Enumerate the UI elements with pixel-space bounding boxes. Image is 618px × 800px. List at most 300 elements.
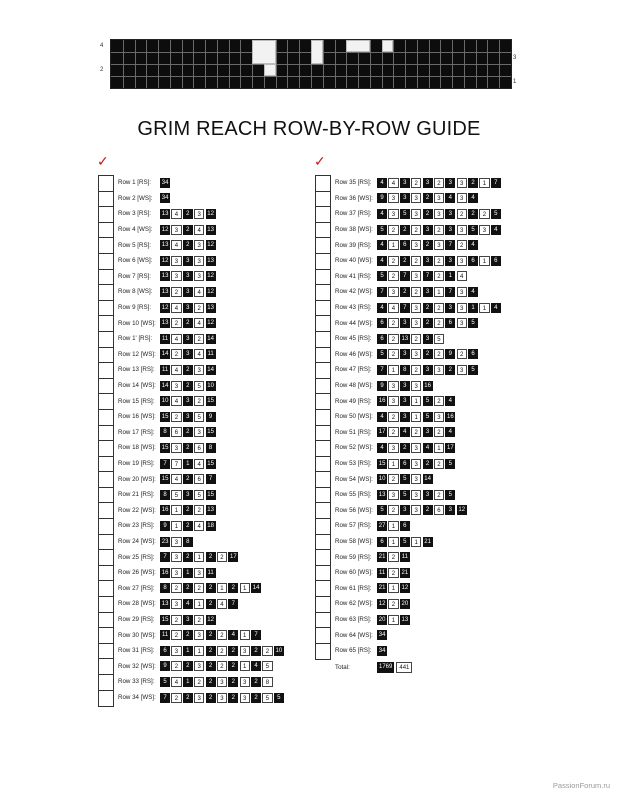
light-stitch-count: 4 — [194, 521, 204, 531]
light-stitch-count: 1 — [434, 443, 444, 453]
stitch-counts — [377, 630, 388, 640]
stitch-counts — [377, 318, 479, 328]
row-checkbox[interactable] — [316, 316, 330, 332]
dark-stitch-count: 2 — [228, 646, 238, 656]
dark-stitch-count: 2 — [423, 209, 433, 219]
stitch-counts — [377, 615, 411, 625]
row-checkbox[interactable] — [99, 301, 113, 317]
row-label: Row 65 [RS]: — [335, 647, 372, 655]
dark-stitch-count: 2 — [183, 630, 193, 640]
light-stitch-count: 1 — [240, 583, 250, 593]
pattern-row — [118, 565, 217, 581]
row-checkbox[interactable] — [99, 238, 113, 254]
dark-stitch-count: 1 — [468, 303, 478, 313]
dark-stitch-count: 3 — [183, 615, 193, 625]
dark-stitch-count: 6 — [400, 459, 410, 469]
dark-stitch-count: 5 — [423, 412, 433, 422]
row-checkbox[interactable] — [316, 519, 330, 535]
light-stitch-count: 3 — [434, 240, 444, 250]
dark-stitch-count: 3 — [423, 178, 433, 188]
dark-stitch-count: 3 — [400, 412, 410, 422]
light-stitch-count: 3 — [457, 225, 467, 235]
dark-stitch-count: 2 — [251, 677, 261, 687]
row-checkbox[interactable] — [316, 426, 330, 442]
row-checkbox[interactable] — [316, 581, 330, 597]
row-checkbox[interactable] — [99, 176, 113, 192]
row-checkbox[interactable] — [316, 207, 330, 223]
dark-stitch-count: 5 — [400, 209, 410, 219]
row-checkbox[interactable] — [316, 348, 330, 364]
row-label: Row 47 [RS]: — [335, 366, 372, 374]
pattern-row — [335, 549, 411, 565]
dark-stitch-count: 2 — [423, 349, 433, 359]
stitch-counts — [160, 209, 217, 219]
pattern-row — [118, 503, 217, 519]
dark-stitch-count: 2 — [206, 552, 216, 562]
light-stitch-count: 3 — [411, 443, 421, 453]
light-stitch-count: 1 — [479, 256, 489, 266]
light-stitch-count: 3 — [457, 178, 467, 188]
dark-stitch-count: 7 — [400, 271, 410, 281]
stitch-counts — [377, 459, 457, 469]
row-label: Row 54 [WS]: — [335, 475, 373, 483]
row-checkbox[interactable] — [316, 441, 330, 457]
pattern-row — [118, 425, 217, 441]
dark-stitch-count: 7 — [445, 287, 455, 297]
light-stitch-count: 4 — [194, 287, 204, 297]
light-stitch-count: 3 — [411, 193, 421, 203]
row-checkbox[interactable] — [99, 316, 113, 332]
dark-stitch-count: 4 — [445, 193, 455, 203]
light-stitch-count: 4 — [194, 459, 204, 469]
light-stitch-count: 4 — [457, 271, 467, 281]
row-label: Row 26 [WS]: — [118, 569, 156, 577]
dark-stitch-count: 2 — [183, 443, 193, 453]
pattern-row — [118, 237, 217, 253]
row-label: Row 13 [RS]: — [118, 366, 155, 374]
row-checkbox[interactable] — [99, 254, 113, 270]
row-checkbox[interactable] — [316, 597, 330, 613]
light-stitch-count: 2 — [194, 505, 204, 515]
stitch-counts — [377, 240, 479, 250]
row-label: Row 60 [WS]: — [335, 569, 373, 577]
light-stitch-count: 3 — [411, 349, 421, 359]
row-label: Row 40 [WS]: — [335, 257, 373, 265]
row-checkbox[interactable] — [99, 519, 113, 535]
dark-stitch-count: 34 — [160, 178, 170, 188]
row-label: Row 6 [WS]: — [118, 257, 153, 265]
row-label: Row 50 [WS]: — [335, 413, 373, 421]
light-stitch-count: 3 — [388, 443, 398, 453]
row-label: Row 41 [RS]: — [335, 272, 372, 280]
row-checkbox[interactable] — [316, 457, 330, 473]
total-dark-count: 1769 — [377, 662, 394, 673]
row-checkbox[interactable] — [99, 535, 113, 551]
row-checkbox[interactable] — [316, 223, 330, 239]
dark-stitch-count: 3 — [183, 271, 193, 281]
row-label: Row 16 [WS]: — [118, 413, 156, 421]
light-stitch-count: 3 — [388, 209, 398, 219]
light-stitch-count: 2 — [434, 318, 444, 328]
pattern-row — [335, 315, 479, 331]
pattern-row — [335, 425, 457, 441]
dark-stitch-count: 2 — [183, 427, 193, 437]
dark-stitch-count: 4 — [445, 396, 455, 406]
light-stitch-count: 4 — [171, 240, 181, 250]
row-checkbox[interactable] — [99, 348, 113, 364]
row-checkbox[interactable] — [316, 379, 330, 395]
light-stitch-count: 2 — [457, 349, 467, 359]
dark-stitch-count: 3 — [445, 225, 455, 235]
row-label: Row 27 [RS]: — [118, 584, 155, 592]
row-checkbox[interactable] — [99, 581, 113, 597]
row-checkbox[interactable] — [99, 691, 113, 707]
row-checkbox[interactable] — [316, 566, 330, 582]
stitch-counts — [377, 396, 457, 406]
dark-stitch-count: 15 — [206, 490, 216, 500]
light-stitch-count: 3 — [388, 490, 398, 500]
light-stitch-count: 8 — [262, 677, 272, 687]
pattern-row — [118, 206, 217, 222]
light-stitch-count: 5 — [171, 490, 181, 500]
dark-stitch-count: 7 — [377, 365, 387, 375]
dark-stitch-count: 5 — [468, 318, 478, 328]
dark-stitch-count: 2 — [468, 178, 478, 188]
row-checkbox[interactable] — [99, 550, 113, 566]
row-checkbox[interactable] — [99, 363, 113, 379]
light-stitch-count: 1 — [411, 537, 421, 547]
pattern-row — [118, 581, 262, 597]
row-label: Row 19 [RS]: — [118, 460, 155, 468]
row-label: Row 30 [WS]: — [118, 631, 156, 639]
light-stitch-count: 2 — [388, 412, 398, 422]
row-checkbox[interactable] — [316, 301, 330, 317]
dark-stitch-count: 16 — [160, 568, 170, 578]
dark-stitch-count: 12 — [160, 256, 170, 266]
light-stitch-count: 3 — [240, 677, 250, 687]
light-stitch-count: 4 — [171, 474, 181, 484]
light-stitch-count: 3 — [434, 193, 444, 203]
row-label: Row 20 [WS]: — [118, 475, 156, 483]
row-checkbox[interactable] — [99, 410, 113, 426]
pattern-row — [335, 518, 411, 534]
light-stitch-count: 2 — [411, 178, 421, 188]
dark-stitch-count: 27 — [377, 521, 387, 531]
row-checkbox[interactable] — [316, 535, 330, 551]
dark-stitch-count: 3 — [445, 178, 455, 188]
dark-stitch-count: 14 — [251, 583, 261, 593]
row-checkbox[interactable] — [99, 566, 113, 582]
pattern-row — [118, 347, 217, 363]
dark-stitch-count: 5 — [377, 225, 387, 235]
light-stitch-count: 2 — [434, 490, 444, 500]
dark-stitch-count: 3 — [423, 334, 433, 344]
dark-stitch-count: 6 — [377, 334, 387, 344]
light-stitch-count: 3 — [411, 505, 421, 515]
pattern-row — [118, 253, 217, 269]
dark-stitch-count: 21 — [377, 552, 387, 562]
dark-stitch-count: 6 — [445, 318, 455, 328]
row-label: Row 38 [WS]: — [335, 226, 373, 234]
stitch-counts — [377, 521, 411, 531]
row-checkbox[interactable] — [316, 628, 330, 644]
light-stitch-count: 2 — [262, 646, 272, 656]
chart-stitch-light — [252, 40, 276, 64]
light-stitch-count: 2 — [388, 256, 398, 266]
dark-stitch-count: 10 — [160, 396, 170, 406]
light-stitch-count: 6 — [434, 505, 444, 515]
dark-stitch-count: 16 — [160, 505, 170, 515]
row-checkbox[interactable] — [316, 394, 330, 410]
pattern-row — [335, 612, 411, 628]
row-checkbox[interactable] — [99, 285, 113, 301]
dark-stitch-count: 12 — [206, 209, 216, 219]
row-checkbox[interactable] — [99, 488, 113, 504]
light-stitch-count: 3 — [411, 474, 421, 484]
pattern-row — [335, 362, 479, 378]
dark-stitch-count: 5 — [491, 209, 501, 219]
dark-stitch-count: 5 — [160, 677, 170, 687]
row-checkbox[interactable] — [99, 207, 113, 223]
dark-stitch-count: 4 — [468, 287, 478, 297]
row-checkbox[interactable] — [99, 223, 113, 239]
row-checkbox[interactable] — [99, 675, 113, 691]
light-stitch-count: 2 — [411, 334, 421, 344]
row-checkbox[interactable] — [316, 363, 330, 379]
stitch-counts — [160, 396, 217, 406]
light-stitch-count: 3 — [411, 490, 421, 500]
row-checkbox[interactable] — [316, 488, 330, 504]
stitch-counts — [377, 552, 411, 562]
stitch-counts — [377, 412, 457, 422]
dark-stitch-count: 2 — [183, 225, 193, 235]
pattern-row — [118, 362, 217, 378]
row-label: Row 31 [RS]: — [118, 647, 155, 655]
light-stitch-count: 1 — [194, 646, 204, 656]
stitch-counts — [377, 271, 468, 281]
dark-stitch-count: 9 — [206, 412, 216, 422]
stitch-counts — [160, 427, 217, 437]
dark-stitch-count: 8 — [160, 490, 170, 500]
light-stitch-count: 3 — [388, 396, 398, 406]
stitch-counts — [160, 365, 217, 375]
dark-stitch-count: 5 — [400, 474, 410, 484]
dark-stitch-count: 2 — [206, 677, 216, 687]
dark-stitch-count: 2 — [183, 583, 193, 593]
checkmark-icon: ✓ — [97, 153, 109, 169]
light-stitch-count: 3 — [411, 381, 421, 391]
stitch-counts — [160, 646, 285, 656]
row-checkbox[interactable] — [99, 644, 113, 660]
row-checkbox[interactable] — [99, 457, 113, 473]
pattern-row — [118, 440, 217, 456]
pattern-row — [118, 456, 217, 472]
light-stitch-count: 1 — [388, 521, 398, 531]
dark-stitch-count: 8 — [400, 365, 410, 375]
light-stitch-count: 3 — [171, 381, 181, 391]
pattern-row — [335, 503, 468, 519]
dark-stitch-count: 3 — [423, 427, 433, 437]
light-stitch-count: 3 — [388, 381, 398, 391]
row-checkbox[interactable] — [316, 613, 330, 629]
light-stitch-count: 2 — [388, 349, 398, 359]
dark-stitch-count: 2 — [183, 209, 193, 219]
pattern-row — [335, 581, 411, 597]
light-stitch-count: 1 — [388, 615, 398, 625]
row-label: Row 53 [RS]: — [335, 460, 372, 468]
dark-stitch-count: 2 — [183, 521, 193, 531]
stitch-counts — [377, 193, 479, 203]
row-checkbox[interactable] — [99, 192, 113, 208]
light-stitch-count: 3 — [434, 209, 444, 219]
dark-stitch-count: 2 — [183, 240, 193, 250]
row-checkbox[interactable] — [316, 270, 330, 286]
dark-stitch-count: 3 — [400, 396, 410, 406]
dark-stitch-count: 2 — [183, 552, 193, 562]
dark-stitch-count: 7 — [423, 271, 433, 281]
row-checkbox[interactable] — [99, 628, 113, 644]
dark-stitch-count: 2 — [423, 240, 433, 250]
dark-stitch-count: 11 — [206, 568, 216, 578]
stitch-counts — [160, 349, 217, 359]
row-checkbox[interactable] — [99, 659, 113, 675]
row-checkbox[interactable] — [99, 379, 113, 395]
dark-stitch-count: 2 — [183, 505, 193, 515]
light-stitch-count: 4 — [171, 677, 181, 687]
row-label: Row 63 [RS]: — [335, 616, 372, 624]
row-checkbox[interactable] — [99, 270, 113, 286]
checkbox-column — [315, 175, 331, 660]
row-checkbox[interactable] — [316, 192, 330, 208]
light-stitch-count: 2 — [434, 256, 444, 266]
row-checkbox[interactable] — [99, 332, 113, 348]
row-label: Row 17 [RS]: — [118, 428, 155, 436]
dark-stitch-count: 13 — [160, 271, 170, 281]
dark-stitch-count: 9 — [160, 521, 170, 531]
row-checkbox[interactable] — [99, 597, 113, 613]
row-checkbox[interactable] — [99, 426, 113, 442]
pattern-row — [335, 393, 457, 409]
row-label: Row 58 [WS]: — [335, 538, 373, 546]
row-checkbox[interactable] — [316, 410, 330, 426]
pattern-row — [335, 627, 388, 643]
dark-stitch-count: 12 — [206, 240, 216, 250]
dark-stitch-count: 7 — [377, 287, 387, 297]
dark-stitch-count: 4 — [183, 599, 193, 609]
light-stitch-count: 2 — [194, 334, 204, 344]
row-checkbox[interactable] — [99, 394, 113, 410]
dark-stitch-count: 9 — [377, 193, 387, 203]
dark-stitch-count: 12 — [160, 225, 170, 235]
row-checkbox[interactable] — [316, 285, 330, 301]
light-stitch-count: 6 — [194, 474, 204, 484]
row-label: Row 39 [RS]: — [335, 241, 372, 249]
row-checkbox[interactable] — [316, 238, 330, 254]
dark-stitch-count: 4 — [377, 412, 387, 422]
pattern-row — [335, 471, 434, 487]
row-checkbox[interactable] — [316, 550, 330, 566]
light-stitch-count: 5 — [194, 490, 204, 500]
dark-stitch-count: 5 — [400, 537, 410, 547]
dark-stitch-count: 5 — [445, 459, 455, 469]
pattern-row — [118, 659, 274, 675]
dark-stitch-count: 3 — [400, 505, 410, 515]
row-label: Row 28 [WS]: — [118, 600, 156, 608]
dark-stitch-count: 23 — [160, 537, 170, 547]
dark-stitch-count: 4 — [377, 443, 387, 453]
row-checkbox[interactable] — [99, 472, 113, 488]
dark-stitch-count: 4 — [400, 427, 410, 437]
dark-stitch-count: 7 — [251, 630, 261, 640]
light-stitch-count: 2 — [388, 427, 398, 437]
light-stitch-count: 2 — [217, 646, 227, 656]
row-checkbox[interactable] — [316, 472, 330, 488]
light-stitch-count: 2 — [388, 599, 398, 609]
dark-stitch-count: 12 — [206, 615, 216, 625]
pattern-row — [118, 191, 171, 207]
row-checkbox[interactable] — [99, 441, 113, 457]
row-checkbox[interactable] — [316, 254, 330, 270]
light-stitch-count: 4 — [194, 349, 204, 359]
light-stitch-count: 1 — [411, 396, 421, 406]
pattern-row — [118, 690, 285, 706]
dark-stitch-count: 2 — [206, 646, 216, 656]
row-label: Row 25 [RS]: — [118, 553, 155, 561]
light-stitch-count: 3 — [194, 427, 204, 437]
row-checkbox[interactable] — [316, 176, 330, 192]
dark-stitch-count: 13 — [160, 287, 170, 297]
light-stitch-count: 6 — [171, 427, 181, 437]
pattern-row — [118, 222, 217, 238]
row-checkbox[interactable] — [99, 613, 113, 629]
dark-stitch-count: 14 — [206, 365, 216, 375]
dark-stitch-count: 6 — [491, 256, 501, 266]
light-stitch-count: 5 — [262, 693, 272, 703]
pattern-row — [335, 347, 479, 363]
light-stitch-count: 2 — [217, 661, 227, 671]
light-stitch-count: 3 — [411, 271, 421, 281]
row-checkbox[interactable] — [316, 503, 330, 519]
light-stitch-count: 2 — [171, 661, 181, 671]
dark-stitch-count: 3 — [400, 318, 410, 328]
light-stitch-count: 7 — [171, 459, 181, 469]
pattern-row — [335, 534, 434, 550]
dark-stitch-count: 14 — [160, 349, 170, 359]
light-stitch-count: 3 — [194, 661, 204, 671]
dark-stitch-count: 15 — [160, 474, 170, 484]
stitch-counts — [377, 583, 411, 593]
dark-stitch-count: 15 — [160, 443, 170, 453]
row-label: Row 18 [WS]: — [118, 444, 156, 452]
stitch-counts — [160, 240, 217, 250]
row-checkbox[interactable] — [99, 503, 113, 519]
pattern-row — [118, 300, 217, 316]
light-stitch-count: 3 — [171, 443, 181, 453]
dark-stitch-count: 20 — [400, 599, 410, 609]
dark-stitch-count: 3 — [400, 349, 410, 359]
dark-stitch-count: 3 — [183, 490, 193, 500]
pattern-row — [118, 175, 171, 191]
dark-stitch-count: 15 — [206, 427, 216, 437]
dark-stitch-count: 4 — [251, 661, 261, 671]
pattern-row — [118, 549, 240, 565]
dark-stitch-count: 7 — [445, 240, 455, 250]
row-checkbox[interactable] — [316, 332, 330, 348]
dark-stitch-count: 13 — [160, 599, 170, 609]
dark-stitch-count: 5 — [274, 693, 284, 703]
row-checkbox[interactable] — [316, 644, 330, 660]
light-stitch-count: 2 — [171, 693, 181, 703]
